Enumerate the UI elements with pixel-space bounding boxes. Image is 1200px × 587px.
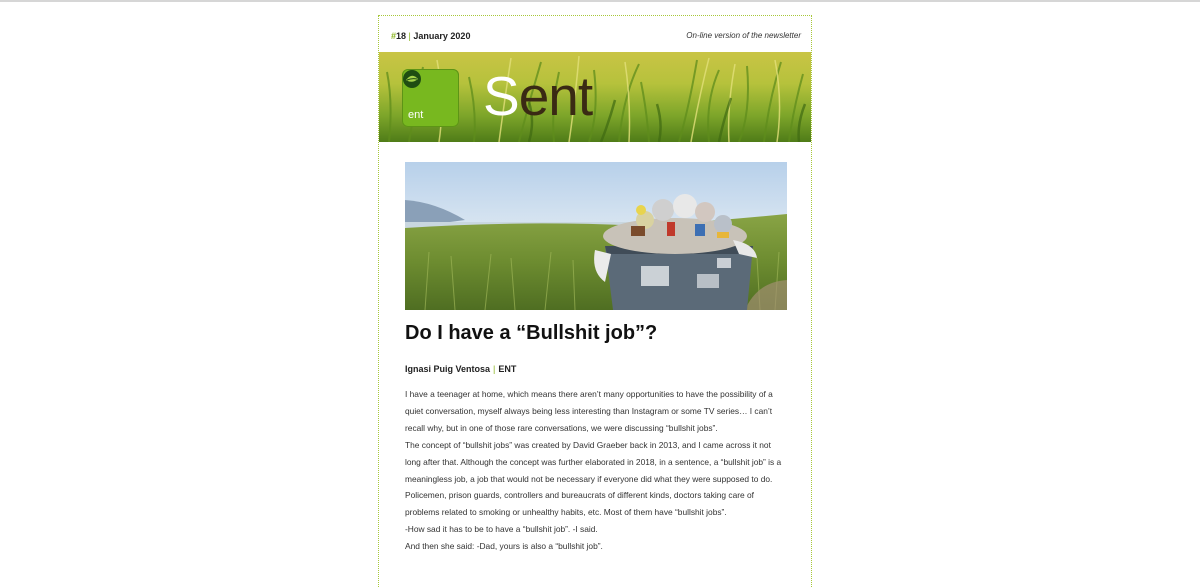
author-organization: ENT — [498, 364, 517, 374]
newsletter-container — [378, 15, 812, 587]
brand-name-rest: ent — [518, 65, 593, 127]
overflowing-dumpster-photo — [405, 162, 787, 310]
article-paragraph: And then she said: -Dad, yours is also a “bullshit job”. — [405, 541, 603, 552]
issue-info — [391, 31, 470, 41]
author-name: Ignasi Puig Ventosa — [405, 364, 491, 374]
article-paragraph: Policemen, prison guards, controllers and bureaucrats of different kinds, doctors taking care of problems related to smoking or unhealthy habits, etc. Most of them have “bullshit jobs”. — [405, 490, 754, 518]
leaf-icon — [402, 69, 422, 89]
issue-number: 18 — [396, 31, 407, 41]
issue-hash: # — [391, 31, 397, 41]
article-paragraph: The concept of “bullshit jobs” was created by David Graeber back in 2013, and I came across it not long after that. Although the concept was further elaborated in 2018, in a sentence, a “bullshit job” is a meaningless job, a job that would not be necessary if everyone did what they were supposed to do. — [405, 439, 782, 484]
byline-separator: | — [493, 364, 496, 374]
article-body — [405, 386, 789, 555]
dumpster-illustration — [605, 246, 753, 310]
article-paragraph: -How sad it has to be to have a “bullshit job”. -I said. — [405, 524, 598, 535]
online-version-link[interactable]: On-line version of the newsletter — [686, 31, 801, 40]
ent-logo — [402, 69, 459, 127]
top-divider — [0, 0, 1200, 2]
logo-text: ent — [408, 109, 424, 121]
issue-date: January 2020 — [413, 31, 471, 41]
article-paragraph: I have a teenager at home, which means there aren’t many opportunities to have the possibility of a quiet conversation, myself always being less interesting than Instagram or some TV series… I can’t recall why, but in one of those rare conversations, we were discussing “bullshit jobs”. — [405, 389, 773, 433]
article-byline — [405, 364, 516, 374]
brand-name-initial: S — [483, 65, 519, 127]
newsletter-meta-bar — [391, 31, 801, 45]
newsletter-banner — [379, 52, 811, 142]
issue-separator: | — [408, 31, 411, 41]
brand-name — [483, 66, 592, 126]
article-hero-image — [405, 162, 787, 310]
article-title: Do I have a “Bullshit job”? — [405, 322, 658, 344]
